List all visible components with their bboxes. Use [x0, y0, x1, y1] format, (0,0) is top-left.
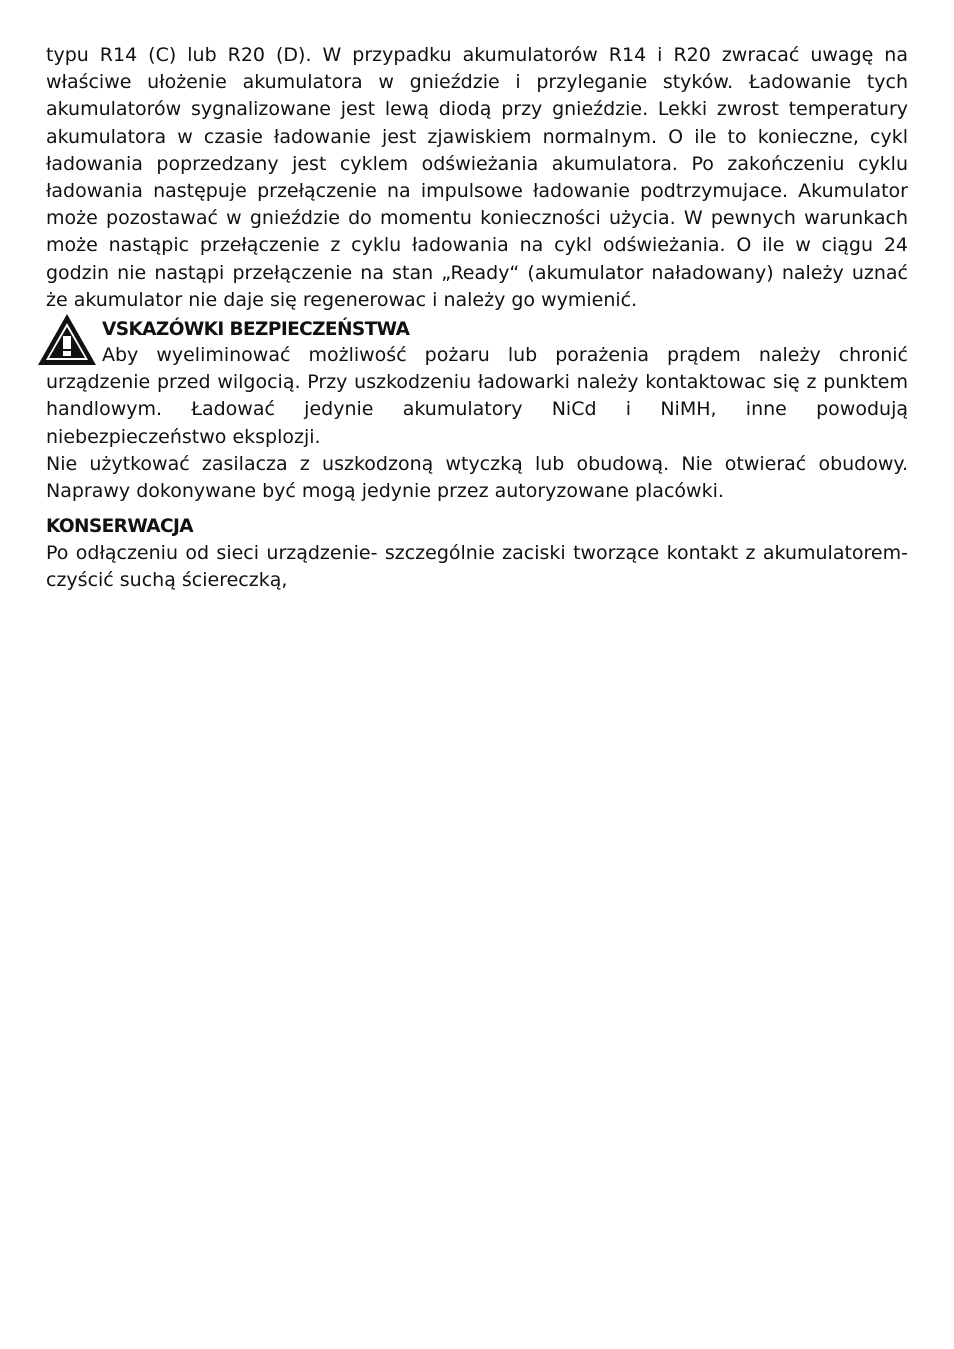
- safety-section: [46, 314, 908, 505]
- safety-heading: VSKAZÓWKI BEZPIECZEŃSTWA: [102, 319, 410, 341]
- warning-triangle-icon: [36, 312, 98, 368]
- intro-paragraph: typu R14 (C) lub R20 (D). W przypadku akumulatorów R14 i R20 zwracać uwagę na właściwe ułożenie akumulatora w gnieździe i przyleganie styków. Ładowanie tych akumulatorów sygnalizowane jest lewą diodą przy gnieździe. Lekki zwrost temperatury akumulatora w czasie ładowanie jest zjawiskiem normalnym. O ile to konieczne, cykl ładowania poprzedzany jest cyklem odświeżania akumulatora. Po zakończeniu cyklu ładowania następuje przełączenie na impulsowe ładowanie podtrzymujace. Akumulator może pozostawać w gnieździe do momentu konieczności użycia. W pewnych warunkach może nastąpic przełączenie z cyklu ładowania na cykl odświeżania. O ile w ciągu 24 godzin nie nastąpi przełączenie na stan „Ready“ (akumulator naładowany) należy uznać że akumulator nie daje się regenerowac i należy go wymienić.: [46, 44, 908, 311]
- conservation-paragraph: Po odłączeniu od sieci urządzenie- szczególnie zaciski tworzące kontakt z akumulatorem- czyścić suchą ściereczką,: [46, 542, 908, 592]
- safety-paragraph-2: Nie użytkować zasilacza z uszkodzoną wtyczką lub obudową. Nie otwierać obudowy. Naprawy dokonywane być mogą jedynie przez autoryzowane placówki.: [46, 452, 908, 503]
- safety-paragraph-1: Aby wyeliminować możliwość pożaru lub porażenia prądem należy chronić urządzenie przed wilgocią. Przy uszkodzeniu ładowarki należy kontaktowac się z punktem handlowym. Ładować jedynie akumulatory NiCd i NiMH, inne powodują niebezpieczeństwo eksplozji.: [46, 344, 908, 448]
- conservation-heading: KONSERWACJA: [46, 516, 193, 538]
- document-page: [46, 42, 908, 595]
